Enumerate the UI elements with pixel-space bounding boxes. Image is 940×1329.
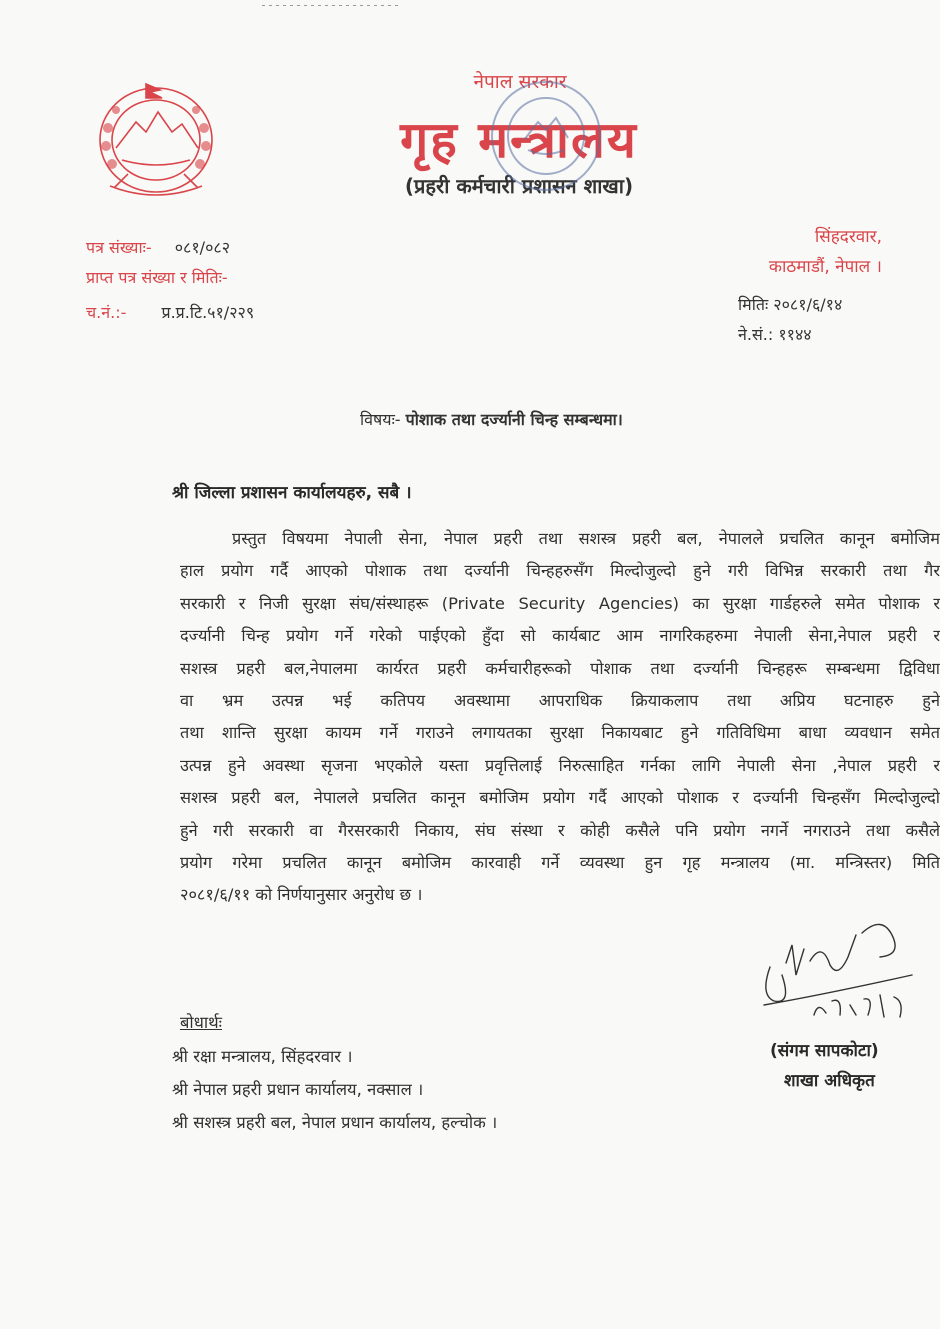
office-stamp-icon (488, 78, 604, 194)
dispatch-label: च.नं.:- (86, 303, 127, 322)
fiscal-year-label: पत्र संख्याः- (86, 238, 152, 257)
body-line: सरकारी र निजी सुरक्षा संघ/संस्थाहरू (Private Security Agencies) का सुरक्षा गार्डहरुले समेत पोशाक र (180, 593, 940, 613)
signatory-name: (संगम सापकोटा) (770, 1041, 879, 1061)
subject-text: पोशाक तथा दर्ज्यानी चिन्ह सम्बन्धमा। (405, 410, 623, 429)
section-name: (प्रहरी कर्मचारी प्रशासन शाखा) (404, 174, 634, 198)
body-line: दर्ज्यानी चिन्ह प्रयोग गर्ने गरेको पाईएको हुँदा सो कार्यबाट आम नागरिकहरुमा नेपाली सेना,नेपाल प्रहरी र (180, 626, 940, 646)
address-line-2: काठमाडौं, नेपाल । (768, 257, 882, 277)
subject-label: विषयः- (360, 410, 401, 429)
signatory-title: शाखा अधिकृत (784, 1071, 875, 1091)
handwritten-signature-icon (752, 905, 922, 1030)
ministry-name: गृह मन्त्रालय (400, 111, 638, 169)
body-line: प्रस्तुत विषयमा नेपाली सेना, नेपाल प्रहरी तथा सशस्त्र प्रहरी बल, नेपालले प्रचलित कानून बमोजिम (232, 529, 940, 548)
office-address (769, 222, 882, 282)
subject-line (360, 408, 623, 430)
cc-heading: बोधार्थः (180, 1013, 222, 1032)
cc-recipient: श्री सशस्त्र प्रहरी बल, नेपाल प्रधान कार्यालय, हल्चोक । (172, 1113, 498, 1132)
received-label: प्राप्त पत्र संख्या र मितिः- (86, 268, 228, 287)
dispatch-value: प्र.प्र.टि.५१/२२९ (161, 303, 255, 322)
body-line: सशस्त्र प्रहरी बल, नेपालले प्रचलित कानून बमोजिम प्रयोग गर्दै आएको पोशाक र दर्ज्यानी चिन्हसँग मिल्दोजुल्दो (180, 788, 940, 808)
body-line: प्रयोग गरेमा प्रचलित कानून बमोजिम कारवाही गर्ने व्यवस्था हुन गृह मन्त्रालय (मा. मन्त्रिस्तर) मिति (180, 852, 940, 872)
address-line-1: सिंहदरवार, (814, 227, 882, 247)
dispatch-line (86, 301, 254, 323)
fiscal-year-value: ०८१/०८२ (174, 238, 231, 257)
fiscal-year-line (86, 236, 230, 258)
nepal-sambat-date: ने.सं.: ११४४ (738, 325, 812, 344)
letter-date: मितिः २०८१/६/१४ (738, 295, 843, 314)
received-line (86, 266, 228, 288)
body-line: वा भ्रम उत्पन्न भई कतिपय अवस्थामा आपराधिक क्रियाकलाप तथा अप्रिय घटनाहरु हुने (180, 690, 940, 710)
cc-recipient: श्री रक्षा मन्त्रालय, सिंहदरवार । (172, 1047, 353, 1066)
body-line: तथा शान्ति सुरक्षा कायम गर्ने गराउने लगायतका सुरक्षा निकायबाट हुने गतिविधिमा बाधा व्यवधान समेत (180, 723, 940, 743)
body-line: २०८१/६/११ को निर्णयानुसार अनुरोध छ । (180, 885, 423, 905)
body-line: सशस्त्र प्रहरी बल,नेपालमा कार्यरत प्रहरी कर्मचारीहरूको पोशाक तथा दर्ज्यानी चिन्हहरू सम्बन्धमा द्विविधा (180, 658, 940, 678)
cc-list (172, 1040, 497, 1139)
body-line: उत्पन्न हुने अवस्था सृजना भएकोले यस्ता प्रवृत्तिलाई निरुत्साहित गर्नका लागि नेपाली सेना ,नेपाल प्रहरी र (180, 755, 940, 775)
government-name: नेपाल सरकार (473, 71, 567, 93)
addressee: श्री जिल्ला प्रशासन कार्यालयहरु, सबै । (172, 483, 412, 503)
body-line: हुने गरी सरकारी वा गैरसरकारी निकाय, संघ संस्था र कोही कसैले पनि प्रयोग नगर्ने नगराउने तथा कसैले (180, 820, 940, 840)
date-block (738, 290, 842, 350)
scan-artifact (262, 4, 402, 7)
cc-recipient: श्री नेपाल प्रहरी प्रधान कार्यालय, नक्साल । (172, 1080, 424, 1099)
letter-body (180, 523, 940, 912)
body-line: हाल प्रयोग गर्दै आएको पोशाक तथा दर्ज्यानी चिन्हहरुसँग मिल्दोजुल्दो हुने गरी विभिन्न सरकारी तथा गैर (180, 561, 940, 581)
